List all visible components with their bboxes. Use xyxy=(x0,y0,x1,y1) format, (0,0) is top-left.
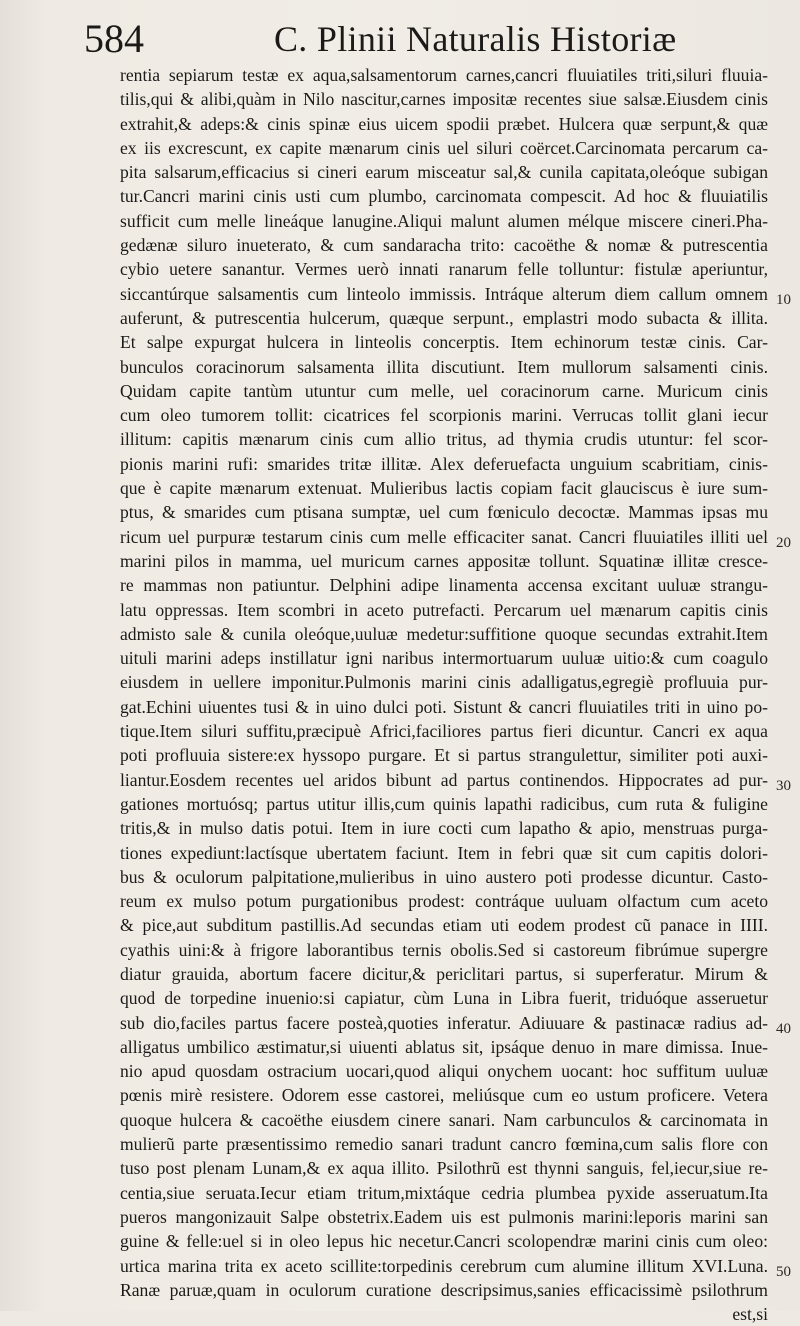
text-line: nio apud quosdam ostracium uocari,quod aliqui onychem uocant: hoc suffitum uuluæ xyxy=(120,1061,768,1082)
margin-line-number: 20 xyxy=(776,534,791,551)
text-line: eiusdem in uellere imponitur.Pulmonis marini cinis adalligatus,egregiè profluuia pur- xyxy=(120,672,768,693)
text-line: cyathis uini:& à frigore laborantibus ternis obolis.Sed si castoreum fibrúmue supergre xyxy=(120,939,768,960)
text-line: Et salpe expurgat hulcera in linteolis concerptis. Item echinorum testæ cinis. Car- xyxy=(120,332,768,353)
text-line: uituli marini adeps instillatur igni naribus intermortuarum uuluæ uitio:& cum coagulo xyxy=(120,648,768,669)
text-line: extrahit,& adeps:& cinis spinæ eius uicem spodii præbet. Hulcera quæ serpunt,& quæ xyxy=(120,113,768,134)
running-head: C. Plinii Naturalis Historiæ xyxy=(274,19,677,59)
margin-line-number: 50 xyxy=(776,1263,791,1280)
text-line: centia,siue seruata.Iecur etiam tritum,mixtáque cedria plumbea pyxide asseruatum.Ita xyxy=(120,1182,768,1203)
text-line: tritis,& in mulso datis potui. Item in iure cocti cum lapatho & apio, menstruas purga- xyxy=(120,818,768,839)
text-line: marini pilos in mamma, uel muricum carnes appositæ tollunt. Squatinæ illitæ cresce- xyxy=(120,550,768,571)
text-line: re mammas non patiuntur. Delphini adipe linamenta accensa excitant uuluæ strangu- xyxy=(120,575,768,596)
text-line: tilis,qui & alibi,quàm in Nilo nascitur,carnes impositæ recentes siue salsæ.Eiusdem cinis xyxy=(120,89,768,110)
text-line: guine & felle:uel si in oleo lepus hic necetur.Cancri scolopendræ marini cinis cum oleo: xyxy=(120,1231,768,1252)
text-line: pionis marini rufi: smarides tritæ illitæ. Alex deferuefacta unguium scabritiam, cinis- xyxy=(120,453,768,474)
text-line: diatur grauida, abortum facere dicitur,& periclitari partus, si superferatur. Mirum & xyxy=(120,963,768,984)
page-header xyxy=(0,14,800,64)
text-line: est,si xyxy=(732,1304,768,1325)
text-line: poti profluuia sistere:ex hyssopo purgare. Et si partus strangulettur, similiter poti auxi- xyxy=(120,745,768,766)
text-line: quod de torpedine inuenio:si capiatur, cùm Luna in Libra fuerit, triduóque asseruetur xyxy=(120,988,768,1009)
text-line: gat.Echini uiuentes tusi & in uino dulci poti. Sistunt & cancri fluuiatiles triti in uino po- xyxy=(120,696,768,717)
margin-line-number: 10 xyxy=(776,291,791,308)
text-line: que è capite mænarum extenuat. Mulieribus lactis copiam facit glauciscus è iure sum- xyxy=(120,478,768,499)
text-line: & pice,aut subditum pastillis.Ad secundas etiam uti eodem prodest cũ panace in IIII. xyxy=(120,915,768,936)
text-line: auferunt, & putrescentia hulcerum, quæque serpunt., emplastri modo subacta & illita. xyxy=(120,307,768,328)
text-line: reum ex mulso potum purgationibus prodest: contráque uuluam olfactum cum aceto xyxy=(120,891,768,912)
text-line: pœnis mirè resistere. Odorem esse castorei, meliúsque cum eo ustum proficere. Vetera xyxy=(120,1085,768,1106)
text-line: cum oleo tumorem tollit: cicatrices fel scorpionis marini. Verrucas tollit glani iecur xyxy=(120,405,768,426)
text-line: pita salsarum,efficacius si cineri earum misceatur sal,& cunila capitata,oleóque subigan xyxy=(120,162,768,183)
text-line: ptus, & smarides cum ptisana sumptæ, uel cum fœniculo decoctæ. Mammas ipsas mu xyxy=(120,502,768,523)
text-line: gedænæ siluro inueterato, & cum sandaracha trito: cacoëthe & nomæ & putrescentia xyxy=(120,235,768,256)
text-line: ricum uel purpuræ testarum cinis cum melle efficaciter sanat. Cancri fluuiatiles illiti uel xyxy=(120,526,768,547)
text-line: sub dio,faciles partus facere posteà,quoties inferatur. Adiuuare & pastinacæ radius ad- xyxy=(120,1012,768,1033)
text-line: rentia sepiarum testæ ex aqua,salsamentorum carnes,cancri fluuiatiles triti,siluri fluuia- xyxy=(120,65,768,85)
text-line: admisto sale & cunila oleóque,uuluæ medetur:suffitione quoque secundas extrahit.Item xyxy=(120,623,768,644)
text-line: quoque hulcera & cacoëthe eiusdem cinere sanari. Nam carbunculos & carcinomata in xyxy=(120,1109,768,1130)
text-line: tuso post plenam Lunam,& ex aqua illito. Psilothrũ est thynni sanguis, fel,iecur,siue re- xyxy=(120,1158,768,1179)
text-line: pueros mangonizauit Salpe obstetrix.Eadem uis est pulmonis marini:leporis marini san xyxy=(120,1206,768,1227)
margin-line-number: 30 xyxy=(776,777,791,794)
text-line: tiones expediunt:lactísque ubertatem faciunt. Item in febri quæ sit cum capitis dolori- xyxy=(120,842,768,863)
text-line: tur.Cancri marini cinis usti cum plumbo, carcinomata compescit. Ad hoc & fluuiatilis xyxy=(120,186,768,207)
text-line: sufficit cum melle lineáque lanugine.Aliqui malunt alumen mélque miscere cineri.Pha- xyxy=(120,210,768,231)
text-line: siccantúrque salsamentis cum linteolo immissis. Intráque alterum diem callum omnem xyxy=(120,283,768,304)
text-line: ex iis excrescunt, ex capite mænarum cinis uel siluri coërcet.Carcinomata percarum ca- xyxy=(120,137,768,158)
text-line: bus & oculorum palpitatione,mulieribus in uino austero poti prodesse dicuntur. Casto- xyxy=(120,866,768,887)
text-line: Ranæ paruæ,quam in oculorum curatione descripsimus,sanies efficacissimè psilothrum xyxy=(120,1279,768,1300)
text-line: alligatus umbilico æstimatur,si uiuenti ablatus sit, ipsáque denuo in mare dimissa. Inue- xyxy=(120,1036,768,1057)
page-number: 584 xyxy=(84,16,144,61)
text-line: Quidam capite tantùm utuntur cum melle, uel coracinorum carne. Muricum cinis xyxy=(120,380,768,401)
text-line: latu oppressas. Item scombri in aceto putrefacti. Percarum uel mænarum capitis cinis xyxy=(120,599,768,620)
text-line: tique.Item siluri suffitu,præcipuè Africi,faciliores partus fieri dicuntur. Cancri ex aqua xyxy=(120,721,768,742)
text-line: gationes mortuósq; partus utitur illis,cum quinis lapathi radicibus, cum ruta & fuligine xyxy=(120,793,768,814)
margin-line-number: 40 xyxy=(776,1020,791,1037)
text-line: urtica marina trita ex aceto scillite:torpedinis cerebrum cum alumine illitum XVI.Luna. xyxy=(120,1255,768,1276)
body-text xyxy=(120,63,768,1326)
text-line: liantur.Eosdem recentes uel aridos bibunt ad partus continendos. Hippocrates ad pur- xyxy=(120,769,768,790)
text-line: bunculos coracinorum salsamenta illita discutiunt. Item mullorum salsamenti cinis. xyxy=(120,356,768,377)
text-line: mulierũ parte præsentissimo remedio sanari tradunt cancro fœmina,cum salis flore con xyxy=(120,1134,768,1155)
text-line: cybio uetere sanantur. Vermes uerò innati ranarum felle tolluntur: fistulæ aperiuntur, xyxy=(120,259,768,280)
text-line: illitum: capitis mænarum cinis cum allio tritus, ad thymia crudis utuntur: fel scor- xyxy=(120,429,768,450)
